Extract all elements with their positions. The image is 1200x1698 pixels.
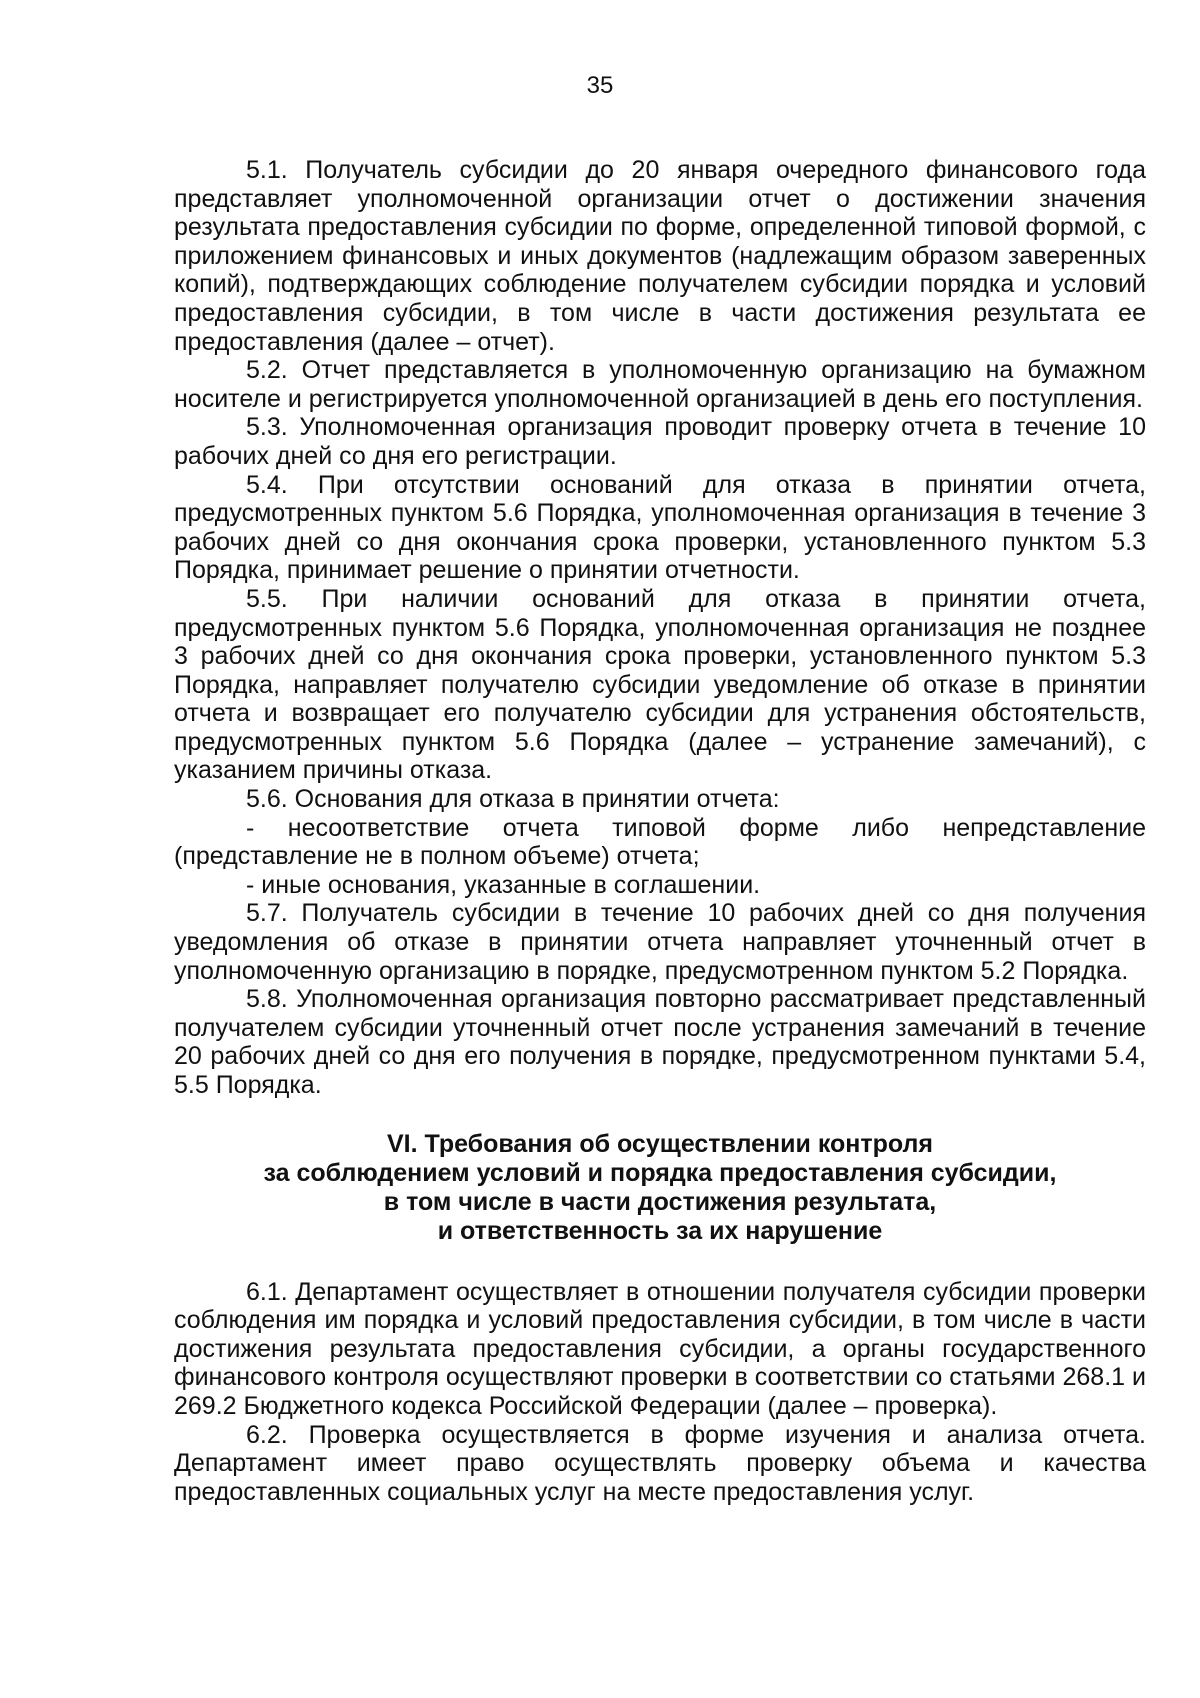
section-heading-line-1: VI. Требования об осуществлении контроля xyxy=(386,1129,934,1158)
section-heading-line-2: за соблюдением условий и порядка предоставления субсидии, xyxy=(263,1158,1057,1187)
section-heading xyxy=(174,1130,1146,1246)
paragraph-5-3: 5.3. Уполномоченная организация проводит проверку отчета в течение 10 рабочих дней со дня его регистрации. xyxy=(174,413,1146,470)
paragraph-5-2: 5.2. Отчет представляется в уполномоченную организацию на бумажном носителе и регистрируется уполномоченной организацией в день его поступления. xyxy=(174,356,1146,413)
paragraph-5-5: 5.5. При наличии оснований для отказа в принятии отчета, предусмотренных пунктом 5.6 Порядка, уполномоченная организация не позднее 3 рабочих дней со дня окончания срока проверки, установленного пунктом 5.3 Порядка, направляет получателю субсидии уведомление об отказе в принятии отчета и возвращает его получателю субсидии для устранения обстоятельств, предусмотренных пунктом 5.6 Порядка (далее – устранение замечаний), с указанием причины отказа. xyxy=(174,584,1146,785)
page-number: 35 xyxy=(586,72,614,99)
paragraph-6-2: 6.2. Проверка осуществляется в форме изучения и анализа отчета. Департамент имеет право осуществлять проверку объема и качества предоставленных социальных услуг на месте предоставления услуг. xyxy=(174,1420,1146,1506)
paragraph-5-1: 5.1. Получатель субсидии до 20 января очередного финансового года представляет уполномоченной организации отчет о достижении значения результата предоставления субсидии по форме, определенной типовой формой, с приложением финансовых и иных документов (надлежащим образом заверенных копий), подтверждающих соблюдение получателем субсидии порядка и условий предоставления субсидии, в том числе в части достижения результата ее предоставления (далее – отчет). xyxy=(174,156,1146,356)
paragraph-5-6: 5.6. Основания для отказа в принятии отчета: xyxy=(246,785,780,814)
list-item-reason-1: - несоответствие отчета типовой форме либо непредставление (представление не в полном объеме) отчета; xyxy=(174,813,1146,871)
paragraph-5-8: 5.8. Уполномоченная организация повторно рассматривает представленный получателем субсидии уточненный отчет после устранения замечаний в течение 20 рабочих дней со дня его получения в порядке, предусмотренном пунктами 5.4, 5.5 Порядка. xyxy=(174,985,1146,1099)
list-item-reason-2: - иные основания, указанные в соглашении. xyxy=(246,870,761,899)
section-heading-line-4: и ответственность за их нарушение xyxy=(437,1216,883,1245)
paragraph-5-7: 5.7. Получатель субсидии в течение 10 рабочих дней со дня получения уведомления об отказе в принятии отчета направляет уточненный отчет в уполномоченную организацию в порядке, предусмотренном пунктом 5.2 Порядка. xyxy=(174,899,1146,985)
paragraph-5-4: 5.4. При отсутствии оснований для отказа в принятии отчета, предусмотренных пунктом 5.6 Порядка, уполномоченная организация в течение 3 рабочих дней со дня окончания срока проверки, установленного пунктом 5.3 Порядка, принимает решение о принятии отчетности. xyxy=(174,470,1146,585)
section-heading-line-3: в том числе в части достижения результата, xyxy=(383,1187,937,1216)
document-body xyxy=(174,156,1146,1506)
paragraph-6-1: 6.1. Департамент осуществляет в отношении получателя субсидии проверки соблюдения им порядка и условий предоставления субсидии, в том числе в части достижения результата предоставления субсидии, а органы государственного финансового контроля осуществляют проверки в соответствии со статьями 268.1 и 269.2 Бюджетного кодекса Российской Федерации (далее – проверка). xyxy=(174,1277,1146,1420)
